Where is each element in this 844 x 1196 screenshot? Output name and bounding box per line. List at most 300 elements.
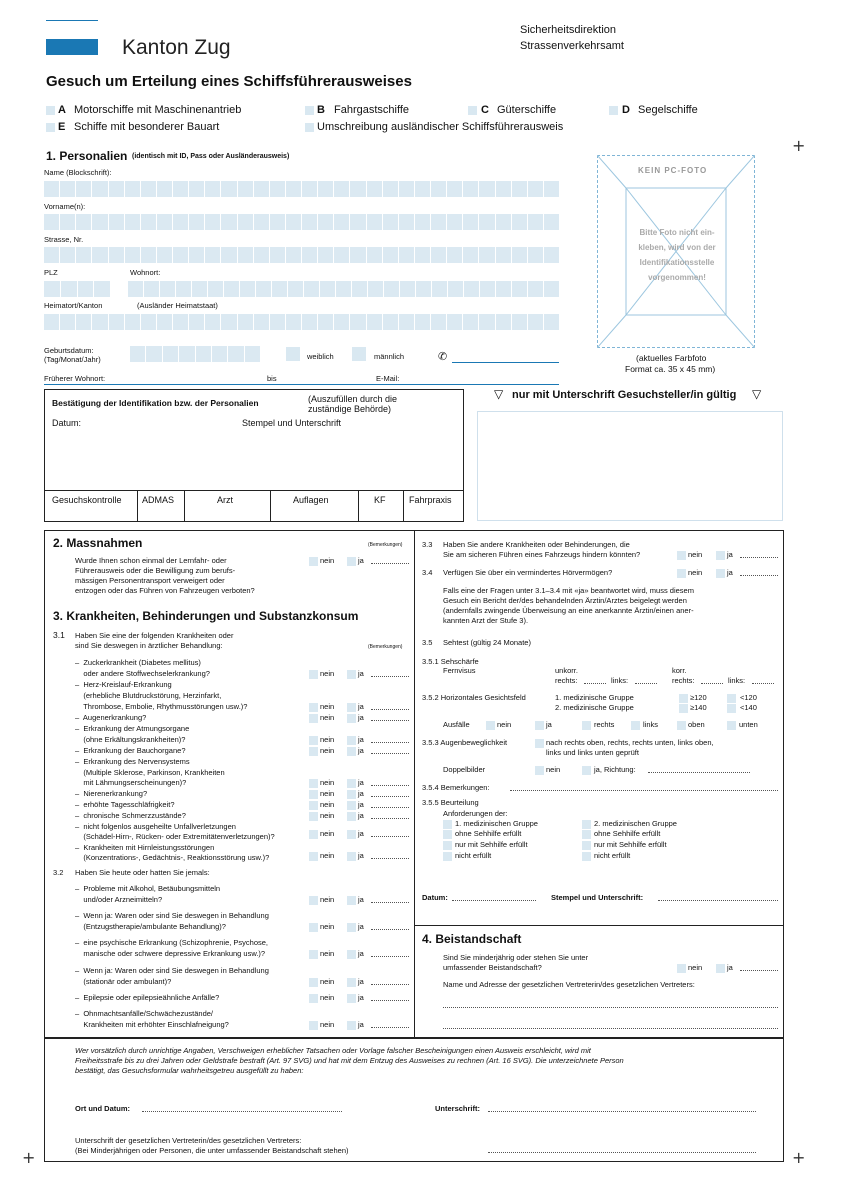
page-title: Gesuch um Erteilung eines Schiffsführerausweises (46, 73, 412, 90)
gruppe-1: 1. medizinische Gruppe (555, 693, 634, 702)
remark-field[interactable] (371, 807, 409, 808)
question-line: – eine psychische Erkrankung (Schizophrenie, Psychose, (75, 938, 269, 947)
section-2-title: 2. Massnahmen (53, 536, 143, 550)
s351-label: 3.5.1 Sehschärfe (422, 657, 479, 666)
s353-text: nach rechts oben, rechts, rechts unten, links oben, (546, 738, 714, 747)
question-line: (Multiple Sklerose, Parkinson, Krankheiten (75, 768, 225, 777)
checkbox-cat-d[interactable] (609, 106, 618, 115)
checkbox-augenbeweglichkeit[interactable] (535, 739, 544, 748)
ja-label: ja (358, 829, 364, 838)
checkbox-nein[interactable] (309, 1021, 318, 1030)
logo-bar (46, 39, 98, 55)
question-line: – Wenn ja: Waren oder sind Sie deswegen in Behandlung (75, 966, 269, 975)
adresse-field[interactable] (443, 1028, 778, 1029)
phone-icon: ✆ (438, 350, 448, 363)
s4-adresse-label: Name und Adresse der gesetzlichen Vertreterin/des gesetzlichen Vertreters: (443, 980, 695, 989)
ja-label: ja (358, 977, 364, 986)
ja-label: ja (358, 556, 364, 565)
s353-text: links und links unten geprüft (546, 748, 639, 757)
checkbox-weiblich[interactable] (286, 347, 300, 361)
section-1-title: 1. Personalien (46, 149, 128, 163)
frueherer-wohnort-label: Früherer Wohnort: (44, 374, 106, 383)
plz-label: PLZ (44, 268, 58, 277)
datum-label: Datum: (422, 893, 448, 902)
checkbox-nein[interactable] (309, 703, 318, 712)
confirmation-stempel: Stempel und Unterschrift (242, 418, 342, 428)
photo-instruction: Bitte Foto nicht ein-kleben, wird von der Identifikationsstelle vorgenommen! (638, 228, 716, 282)
nein-label: nein (320, 735, 335, 744)
checkbox-doppel-nein[interactable] (535, 766, 544, 775)
ja-label: ja (358, 746, 364, 755)
ja-label: ja (727, 963, 733, 972)
question-line: mit Lähmungserscheinungen)? (75, 778, 187, 787)
col-divider (358, 490, 359, 522)
geburtsdatum-format: (Tag/Monat/Jahr) (44, 355, 101, 364)
s352-label: 3.5.2 Horizontales Gesichtsfeld (422, 693, 526, 702)
ja-label: ja (358, 851, 364, 860)
ja-label: ja (358, 669, 364, 678)
remark-field[interactable] (371, 1027, 409, 1028)
checkbox-nein[interactable] (309, 950, 318, 959)
ja-label: ja (358, 1020, 364, 1029)
question-line: – erhöhte Tagesschläfrigkeit? (75, 800, 175, 809)
gruppe-2: 2. medizinische Gruppe (555, 703, 634, 712)
question-line: – Nierenerkrankung? (75, 789, 148, 798)
remark-field[interactable] (371, 929, 409, 930)
checkbox-nein[interactable] (309, 714, 318, 723)
q32-text: Haben Sie heute oder hatten Sie jemals: (75, 868, 210, 877)
nein-label: nein (320, 993, 335, 1002)
q32-number: 3.2 (53, 868, 64, 877)
geburtsdatum-field[interactable] (130, 346, 260, 362)
bemerkungen-label: (Bemerkungen) (368, 644, 403, 650)
question-line: Thrombose, Embolie, Rhythmusstörungen usw.)? (75, 702, 248, 711)
anforderungen-label: Anforderungen der: (443, 809, 508, 818)
checkbox-ja[interactable] (347, 923, 356, 932)
remark-field[interactable] (371, 796, 409, 797)
checkbox-g1-ohne[interactable] (443, 830, 452, 839)
remark-field[interactable] (371, 709, 409, 710)
checkbox-ja[interactable] (716, 551, 725, 560)
checkbox-nein[interactable] (309, 557, 318, 566)
checkbox-nein[interactable] (309, 736, 318, 745)
s2-question: mässigen Personentransport verweigert oder (75, 576, 225, 585)
ja-label: ja (358, 713, 364, 722)
checkbox-nein[interactable] (309, 852, 318, 861)
checkbox-doppel-ja[interactable] (582, 766, 591, 775)
unterschrift-field[interactable] (488, 1111, 756, 1112)
nein-label: nein (688, 550, 703, 559)
plz-field[interactable] (44, 281, 110, 297)
q34-text: Verfügen Sie über ein vermindertes Hörvermögen? (443, 568, 613, 577)
nein-label: nein (320, 895, 335, 904)
col-kf: KF (374, 495, 386, 505)
richtung-field[interactable] (648, 772, 750, 773)
checkbox-ja[interactable] (347, 779, 356, 788)
crop-mark: + (792, 136, 806, 155)
oben-option: oben (688, 720, 705, 729)
checkbox-ja[interactable] (347, 747, 356, 756)
cat-letter-d: D (622, 104, 630, 116)
checkbox-g2-ohne[interactable] (582, 830, 591, 839)
question-line: – chronische Schmerzzustände? (75, 811, 186, 820)
links-label: links: (728, 676, 746, 685)
question-line: – Epilepsie oder epilepsieähnliche Anfälle? (75, 993, 220, 1002)
cat-label-b: Fahrgastschiffe (334, 104, 410, 116)
checkbox-cat-e[interactable] (46, 123, 55, 132)
checkbox-ausfaelle-ja[interactable] (535, 721, 544, 730)
checkbox-nein[interactable] (309, 994, 318, 1003)
unkorr-label: unkorr. (555, 666, 578, 675)
cat-label-e: Schiffe mit besonderer Bauart (74, 121, 220, 133)
visus-field[interactable] (752, 683, 774, 684)
checkbox-ausfaelle-unten[interactable] (727, 721, 736, 730)
strasse-label: Strasse, Nr. (44, 235, 84, 244)
remark-field[interactable] (371, 984, 409, 985)
unten-option: unten (739, 720, 758, 729)
checkbox-ja[interactable] (347, 736, 356, 745)
checkbox-ja[interactable] (716, 964, 725, 973)
confirmation-title: Bestätigung der Identifikation bzw. der Personalien (52, 398, 259, 408)
nein-label: nein (320, 922, 335, 931)
question-line: – Probleme mit Alkohol, Betäubungsmitteln (75, 884, 221, 893)
confirmation-note-2: zuständige Behörde) (308, 404, 392, 414)
checkbox-ausfaelle-oben[interactable] (677, 721, 686, 730)
checkbox-nein[interactable] (309, 896, 318, 905)
bis-label: bis (267, 374, 277, 383)
lt140-label: <140 (740, 703, 757, 712)
cat-letter-c: C (481, 104, 489, 116)
checkbox-nein[interactable] (309, 790, 318, 799)
remark-field[interactable] (371, 818, 409, 819)
visus-field[interactable] (701, 683, 723, 684)
nein-label: nein (320, 829, 335, 838)
vorname-field[interactable] (44, 214, 559, 230)
q34-note: (andernfalls zwingende Überweisung an eine anerkannte Ärztin/einen aner- (443, 606, 694, 615)
question-line: – Erkrankung der Atmungsorgane (75, 724, 190, 733)
nein-label: nein (320, 746, 335, 755)
adresse-field[interactable] (443, 1007, 778, 1008)
q34-note: kannten Arzt der Stufe 3). (443, 616, 529, 625)
ja-label: ja (358, 789, 364, 798)
checkbox-nein[interactable] (309, 812, 318, 821)
remark-field[interactable] (371, 720, 409, 721)
rechts-label: rechts: (555, 676, 578, 685)
col-arzt: Arzt (217, 495, 234, 505)
ort-datum-field[interactable] (142, 1111, 342, 1112)
checkbox-nein[interactable] (309, 923, 318, 932)
ja-label: ja (358, 735, 364, 744)
stempel-field[interactable] (658, 900, 778, 901)
frueherer-wohnort-field[interactable] (44, 384, 559, 385)
checkbox-g2[interactable] (582, 820, 591, 829)
q33-text: Haben Sie andere Krankheiten oder Behinderungen, die (443, 540, 630, 549)
datum-field[interactable] (452, 900, 536, 901)
name-field[interactable] (44, 181, 559, 197)
cat-letter-a: A (58, 104, 66, 116)
checkbox-nein[interactable] (677, 569, 686, 578)
cat-letter-b: B (317, 104, 325, 116)
wohnort-label: Wohnort: (130, 268, 161, 277)
checkbox-g1-mit[interactable] (443, 841, 452, 850)
section-3-title: 3. Krankheiten, Behinderungen und Substanzkonsum (53, 609, 359, 623)
checkbox-g1[interactable] (443, 820, 452, 829)
checkbox-cat-a[interactable] (46, 106, 55, 115)
email-label: E-Mail: (376, 374, 400, 383)
checkbox-ja[interactable] (347, 830, 356, 839)
ge140-label: ≥140 (690, 703, 707, 712)
checkbox-g1-nicht[interactable] (443, 852, 452, 861)
geburtsdatum-label: Geburtsdatum: (44, 346, 94, 355)
photo-title: KEIN PC-FOTO (638, 166, 708, 175)
korr-label: korr. (672, 666, 687, 675)
remark-field[interactable] (371, 563, 409, 564)
beurteilung-option: nur mit Sehhilfe erfüllt (455, 840, 528, 849)
nein-label: nein (320, 556, 335, 565)
nein-label: nein (688, 568, 703, 577)
checkbox-ja[interactable] (347, 978, 356, 987)
checkbox-cat-b[interactable] (305, 106, 314, 115)
checkbox-ja[interactable] (347, 703, 356, 712)
beurteilung-option: nur mit Sehhilfe erfüllt (594, 840, 667, 849)
section-1-note: (identisch mit ID, Pass oder Ausländerausweis) (132, 153, 290, 160)
checkbox-nein[interactable] (309, 747, 318, 756)
checkbox-ja[interactable] (347, 950, 356, 959)
checkbox-g2-nicht[interactable] (582, 852, 591, 861)
col-divider (184, 490, 185, 522)
office: Strassenverkehrsamt (520, 40, 624, 52)
q34-note: Gesuch ein Bericht der/des behandelnden Ärztin/Arztes beigelegt werden (443, 596, 687, 605)
remark-field[interactable] (740, 557, 778, 558)
question-line: – Ohnmachtsanfälle/Schwächezustände/ (75, 1009, 213, 1018)
s2-question: Wurde Ihnen schon einmal der Lernfahr- oder (75, 556, 227, 565)
q31-number: 3.1 (53, 630, 65, 640)
q33-number: 3.3 (422, 540, 433, 549)
ja-label: ja (358, 922, 364, 931)
vertreter-note: (Bei Minderjährigen oder Personen, die unter umfassender Beistandschaft stehen) (75, 1146, 349, 1155)
rechts-label: rechts: (672, 676, 695, 685)
checkbox-lt140[interactable] (727, 704, 736, 713)
checkbox-ausfaelle-nein[interactable] (486, 721, 495, 730)
remark-field[interactable] (371, 902, 409, 903)
nein-label: nein (320, 949, 335, 958)
question-line: – Erkrankung der Bauchorgane? (75, 746, 186, 755)
question-line: – Erkrankung des Nervensystems (75, 757, 190, 766)
question-line: (ohne Erkältungskrankheiten)? (75, 735, 186, 744)
heimatstaat-label: (Ausländer Heimatstaat) (137, 301, 218, 310)
col-divider (403, 490, 404, 522)
checkbox-ge120[interactable] (679, 694, 688, 703)
checkbox-ausfaelle-links[interactable] (631, 721, 640, 730)
remark-field[interactable] (371, 742, 409, 743)
q35-number: 3.5 (422, 638, 433, 647)
question-line: manische oder schwere depressive Erkrankung usw.)? (75, 949, 266, 958)
strasse-field[interactable] (44, 247, 559, 263)
beurteilung-option: ohne Sehhilfe erfüllt (594, 829, 661, 838)
remark-field[interactable] (371, 858, 409, 859)
col-divider (270, 490, 271, 522)
col-fahrpraxis: Fahrpraxis (409, 495, 452, 505)
nein-label: nein (320, 811, 335, 820)
nein-label: nein (320, 713, 335, 722)
cat-label-umschreibung: Umschreibung ausländischer Schiffsführerausweis (317, 121, 564, 133)
fernvisus-label: Fernvisus (443, 666, 476, 675)
ja-label: ja (358, 702, 364, 711)
checkbox-cat-c[interactable] (468, 106, 477, 115)
s4-question: umfassender Beistandschaft? (443, 963, 542, 972)
authority: Sicherheitsdirektion (520, 24, 616, 36)
ort-datum-label: Ort und Datum: (75, 1104, 130, 1113)
q34-number: 3.4 (422, 568, 433, 577)
question-line: und/oder Arzneimitteln? (75, 895, 163, 904)
nein-label: nein (320, 702, 335, 711)
heimatort-label: Heimatort/Kanton (44, 301, 103, 310)
question-line: Krankheiten mit erhöhter Einschlafneigung? (75, 1020, 229, 1029)
bemerkungen-label: (Bemerkungen) (368, 542, 403, 548)
checkbox-nein[interactable] (309, 830, 318, 839)
signature-field[interactable] (477, 411, 783, 521)
weiblich-label: weiblich (307, 352, 334, 361)
cat-letter-e: E (58, 121, 66, 133)
confirmation-datum: Datum: (52, 418, 82, 428)
ja-label: ja (727, 568, 733, 577)
vorname-label: Vorname(n): (44, 202, 86, 211)
vertreter-label: Unterschrift der gesetzlichen Vertreterin/des gesetzlichen Vertreters: (75, 1136, 302, 1145)
remark-field[interactable] (740, 970, 778, 971)
cat-label-c: Güterschiffe (497, 104, 557, 116)
remark-field[interactable] (371, 785, 409, 786)
crop-mark: + (792, 1148, 806, 1167)
name-label: Name (Blockschrift): (44, 168, 112, 177)
remark-field[interactable] (740, 575, 778, 576)
legal-text: Freiheitsstrafe bis zu drei Jahren oder Geldstrafe bestraft (Art. 97 SVG) und hat mit dem Entzug des Ausweises zu rechnen (Art. 16 SVG). Die unterzeichnete Person (75, 1056, 624, 1065)
question-line: – Zuckerkrankheit (Diabetes mellitus) (75, 658, 201, 667)
nein-label: nein (320, 851, 335, 860)
doppelbilder-label: Doppelbilder (443, 765, 486, 774)
nein-label: nein (320, 800, 335, 809)
checkbox-nein[interactable] (309, 670, 318, 679)
checkbox-nein[interactable] (309, 978, 318, 987)
s2-question: Führerausweis oder die Bewilligung zum berufs- (75, 566, 236, 575)
nein-label: nein (497, 720, 512, 729)
question-line: – Krankheiten mit Hirnleistungsstörungen (75, 843, 215, 852)
question-line: (Entzugstherapie/ambulante Behandlung)? (75, 922, 226, 931)
bemerkungen-field[interactable] (510, 790, 778, 791)
col-admas: ADMAS (142, 495, 175, 505)
visus-field[interactable] (584, 683, 606, 684)
visus-field[interactable] (635, 683, 657, 684)
col-auflagen: Auflagen (293, 495, 329, 505)
checkbox-maennlich[interactable] (352, 347, 366, 361)
arrow-down-icon: ▽ (494, 387, 504, 401)
phone-field[interactable] (452, 362, 559, 363)
question-line: oder andere Stoffwechselerkrankung? (75, 669, 210, 678)
legal-text: bestätigt, das Gesuchsformular wahrheitsgetreu ausgefüllt zu haben: (75, 1066, 304, 1075)
beurteilung-option: nicht erfüllt (455, 851, 492, 860)
question-line: (erhebliche Blutdruckstörung, Herzinfarkt, (75, 691, 222, 700)
vertreter-signature-field[interactable] (488, 1152, 756, 1153)
checkbox-cat-umschreibung[interactable] (305, 123, 314, 132)
ausfaelle-label: Ausfälle (443, 720, 470, 729)
nein-label: nein (320, 778, 335, 787)
cat-label-d: Segelschiffe (638, 104, 698, 116)
checkbox-nein[interactable] (309, 801, 318, 810)
checkbox-nein[interactable] (309, 779, 318, 788)
q33-text: Sie am sicheren Führen eines Fahrzeugs hindern könnten? (443, 550, 641, 559)
signature-label: nur mit Unterschrift Gesuchsteller/in gültig (512, 389, 737, 401)
question-line: – Wenn ja: Waren oder sind Sie deswegen in Behandlung (75, 911, 269, 920)
checkbox-ja[interactable] (347, 801, 356, 810)
confirmation-row-divider (44, 490, 464, 491)
checkbox-g2-mit[interactable] (582, 841, 591, 850)
crop-mark: + (22, 1148, 36, 1167)
checkbox-ja[interactable] (347, 670, 356, 679)
wohnort-field[interactable] (128, 281, 559, 297)
ja-label: ja (358, 993, 364, 1002)
checkbox-ja[interactable] (347, 1021, 356, 1030)
checkbox-nein[interactable] (677, 964, 686, 973)
checkbox-ge140[interactable] (679, 704, 688, 713)
beurteilung-option: 1. medizinischen Gruppe (455, 819, 538, 828)
maennlich-label: männlich (374, 352, 405, 361)
s355-label: 3.5.5 Beurteilung (422, 798, 479, 807)
question-line: (Konzentrations-, Gedächtnis-, Reaktionsstörung usw.)? (75, 853, 270, 862)
remark-field[interactable] (371, 753, 409, 754)
checkbox-ja[interactable] (347, 812, 356, 821)
ja-label: ja (358, 811, 364, 820)
ja-label: ja (727, 550, 733, 559)
links-option: links (643, 720, 659, 729)
medical-col-divider (414, 530, 415, 1038)
nein-label: nein (320, 977, 335, 986)
beurteilung-option: nicht erfüllt (594, 851, 631, 860)
checkbox-ja[interactable] (347, 852, 356, 861)
checkbox-ja[interactable] (347, 790, 356, 799)
ja-label: ja (546, 720, 552, 729)
remark-field[interactable] (371, 1000, 409, 1001)
checkbox-lt120[interactable] (727, 694, 736, 703)
col-divider (137, 490, 138, 522)
checkbox-ja[interactable] (716, 569, 725, 578)
ja-label: ja (358, 778, 364, 787)
ja-label: ja (358, 800, 364, 809)
remark-field[interactable] (371, 956, 409, 957)
remark-field[interactable] (371, 676, 409, 677)
checkbox-ja[interactable] (347, 714, 356, 723)
canton-name: Kanton Zug (122, 36, 231, 59)
stempel-label: Stempel und Unterschrift: (551, 893, 644, 902)
unterschrift-label: Unterschrift: (435, 1104, 481, 1113)
question-line: (Schädel-Hirn-, Rücken- oder Extremitätenverletzungen)? (75, 832, 275, 841)
nein-label: nein (320, 669, 335, 678)
cat-label-a: Motorschiffe mit Maschinenantrieb (74, 104, 242, 116)
remark-field[interactable] (371, 836, 409, 837)
s353-label: 3.5.3 Augenbeweglichkeit (422, 738, 508, 747)
checkbox-ausfaelle-rechts[interactable] (582, 721, 591, 730)
checkbox-ja[interactable] (347, 994, 356, 1003)
checkbox-ja[interactable] (347, 896, 356, 905)
ja-label: ja (358, 949, 364, 958)
arrow-down-icon: ▽ (752, 387, 762, 401)
checkbox-ja[interactable] (347, 557, 356, 566)
links-label: links: (611, 676, 629, 685)
section-4-title: 4. Beistandschaft (422, 932, 522, 946)
heimatort-field[interactable] (44, 314, 559, 330)
confirmation-note-1: (Auszufüllen durch die (308, 394, 398, 404)
beurteilung-option: ohne Sehhilfe erfüllt (455, 829, 522, 838)
checkbox-nein[interactable] (677, 551, 686, 560)
nein-label: nein (320, 1020, 335, 1029)
